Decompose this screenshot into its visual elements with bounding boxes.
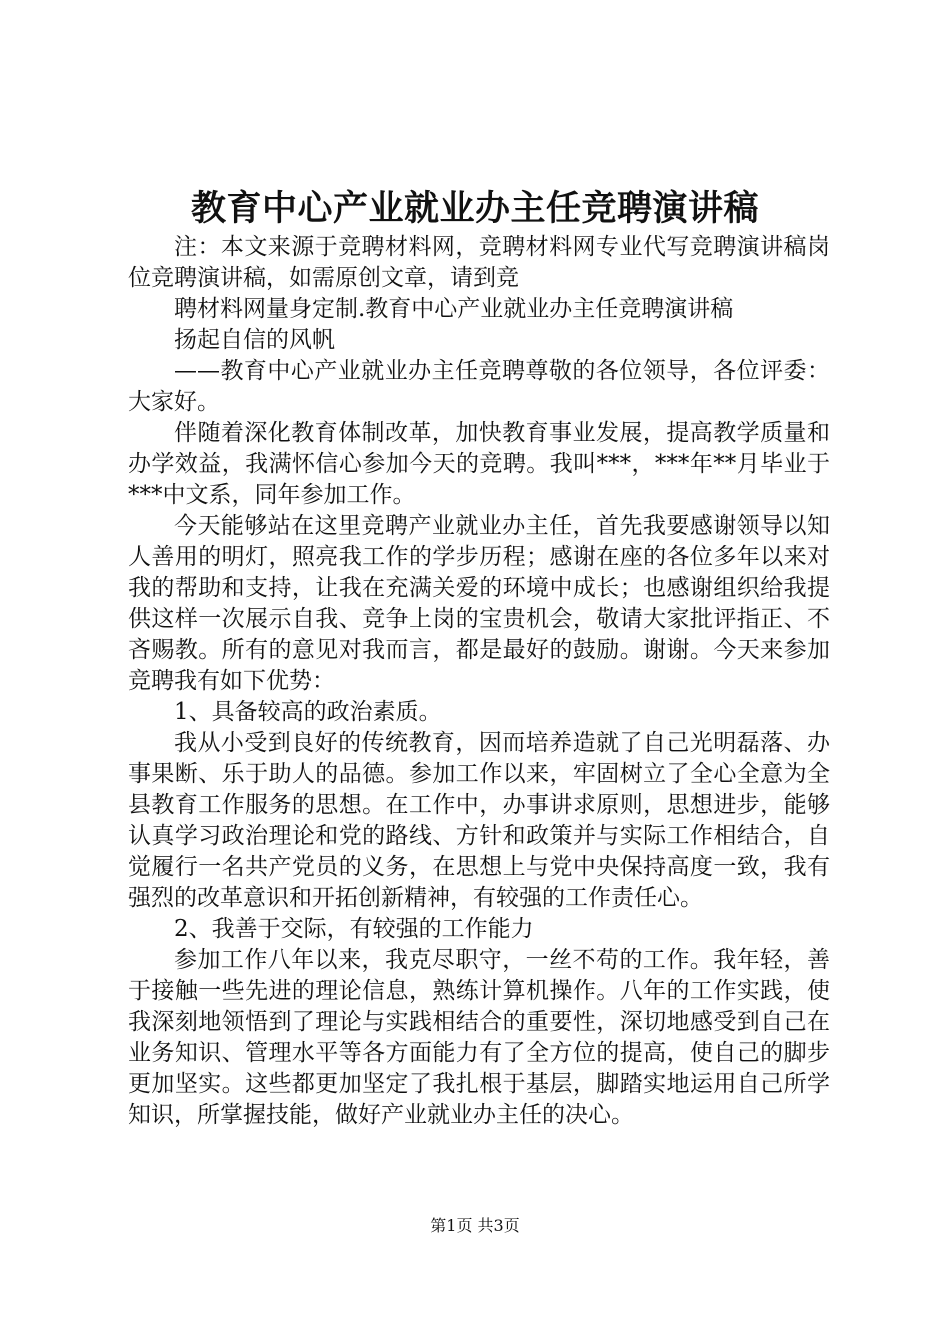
- paragraph: 我从小受到良好的传统教育，因而培养造就了自己光明磊落、办事果断、乐于助人的品德。参加工作以来，牢固树立了全心全意为全县教育工作服务的思想。在工作中，办事讲求原则，思想进步，能够认真学习政治理论和党的路线、方针和政策并与实际工作相结合，自觉履行一名共产党员的义务，在思想上与党中央保持高度一致，我有强烈的改革意识和开拓创新精神，有较强的工作责任心。: [128, 730, 830, 911]
- paragraph: 扬起自信的风帆: [174, 327, 335, 353]
- paragraph: 今天能够站在这里竞聘产业就业办主任，首先我要感谢领导以知人善用的明灯，照亮我工作的学步历程；感谢在座的各位多年以来对我的帮助和支持，让我在充满关爱的环境中成长；也感谢组织给我提供这样一次展示自我、竞争上岗的宝贵机会，敬请大家批评指正、不吝赐教。所有的意见对我而言，都是最好的鼓励。谢谢。今天来参加竞聘我有如下优势：: [128, 513, 830, 694]
- paragraph: 2、我善于交际，有较强的工作能力: [174, 916, 534, 942]
- paragraph: 聘材料网量身定制.教育中心产业就业办主任竞聘演讲稿: [174, 296, 734, 322]
- paragraph: 伴随着深化教育体制改革，加快教育事业发展，提高教学质量和办学效益，我满怀信心参加今天的竞聘。我叫***，***年**月毕业于***中文系，同年参加工作。: [128, 420, 830, 508]
- paragraph: ——教育中心产业就业办主任竞聘尊敬的各位领导，各位评委：大家好。: [128, 358, 830, 415]
- paragraph: 参加工作八年以来，我克尽职守，一丝不苟的工作。我年轻，善于接触一些先进的理论信息，熟练计算机操作。八年的工作实践，使我深刻地领悟到了理论与实践相结合的重要性，深切地感受到自己在业务知识、管理水平等各方面能力有了全方位的提高，使自己的脚步更加坚实。这些都更加坚定了我扎根于基层，脚踏实地运用自己所学知识，所掌握技能，做好产业就业办主任的决心。: [128, 947, 830, 1128]
- paragraph: 注：本文来源于竞聘材料网，竞聘材料网专业代写竞聘演讲稿岗位竞聘演讲稿，如需原创文章，请到竞: [128, 234, 830, 291]
- paragraph: 1、具备较高的政治素质。: [174, 699, 442, 725]
- page-footer: 第1页 共3页: [430, 1216, 520, 1235]
- document-body: [128, 232, 830, 1131]
- document-title: 教育中心产业就业办主任竞聘演讲稿: [190, 189, 759, 229]
